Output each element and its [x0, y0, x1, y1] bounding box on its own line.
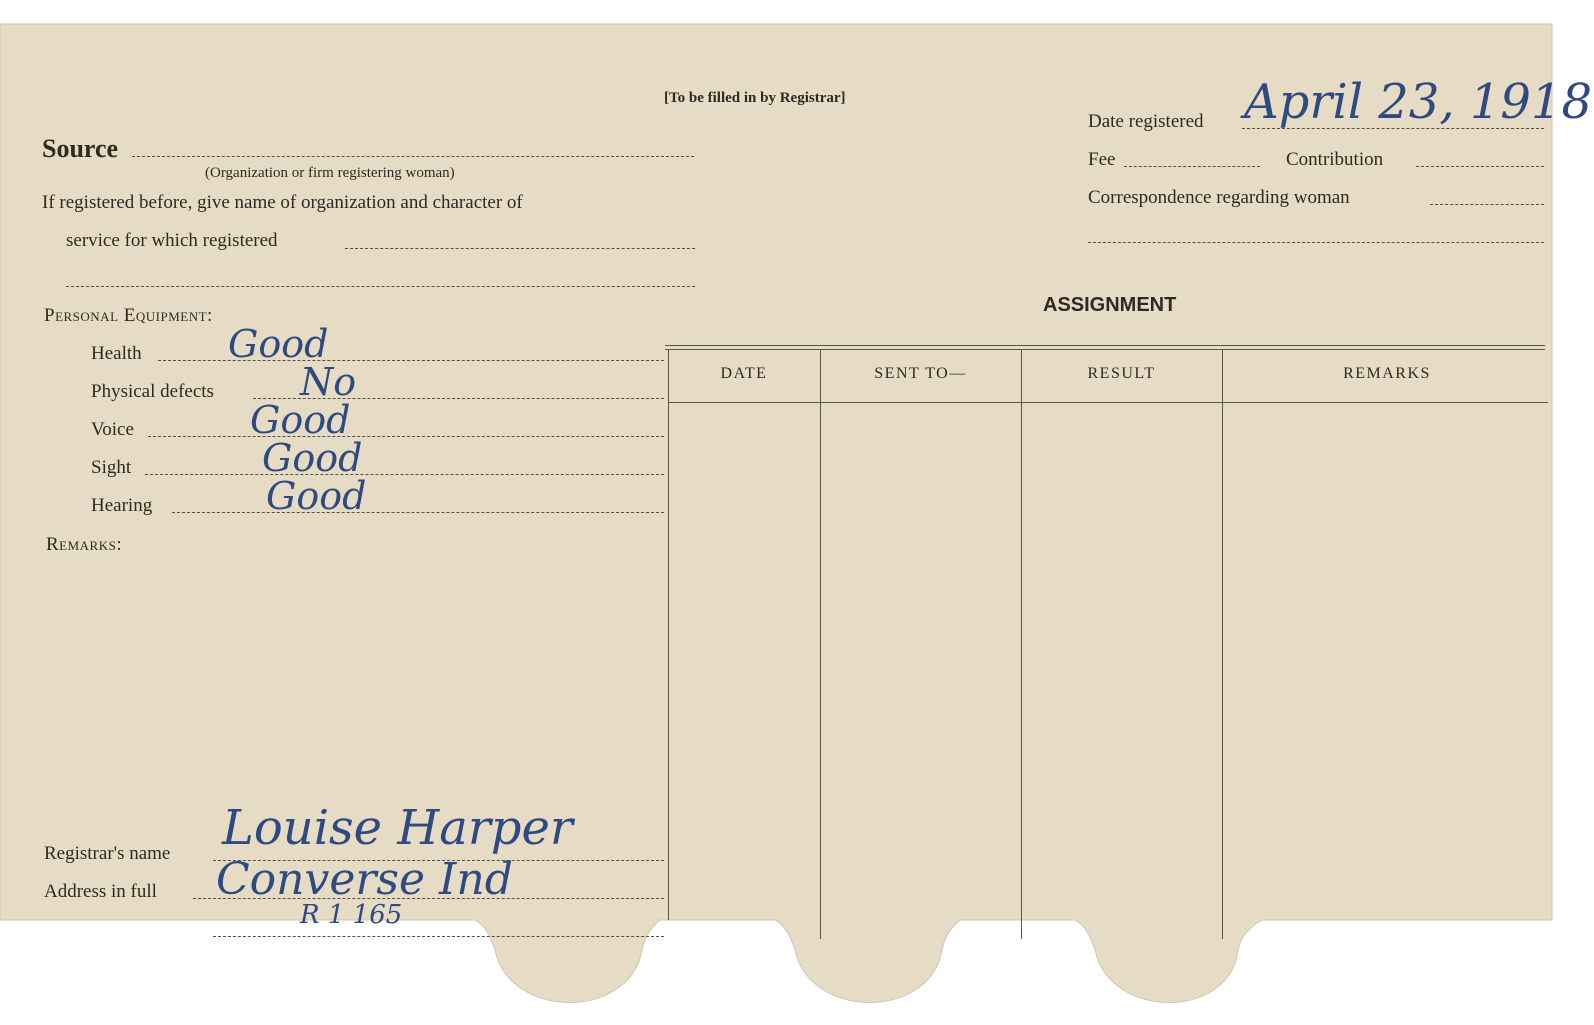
sight-label: Sight [91, 457, 132, 478]
contribution-line [1416, 166, 1544, 167]
address-value: Converse Ind [216, 854, 513, 905]
hearing-line [172, 512, 664, 513]
table-divider-2 [1021, 349, 1022, 939]
registered-before-line2: service for which registered [66, 230, 278, 251]
registrar-name-label: Registrar's name [44, 843, 171, 864]
health-label: Health [91, 343, 142, 364]
personal-equipment-label: Personal Equipment: [44, 305, 213, 326]
registered-before-line [345, 248, 695, 249]
voice-line [148, 436, 664, 437]
col-header-sent-to: SENT TO— [874, 365, 967, 382]
registered-before-line-extra [66, 286, 695, 287]
address-value-2: R 1 165 [300, 900, 403, 930]
fee-label: Fee [1088, 149, 1116, 170]
table-divider-1 [820, 349, 821, 939]
source-line [132, 156, 694, 157]
date-registered-label: Date registered [1088, 111, 1204, 132]
correspondence-line-2 [1088, 242, 1544, 243]
hearing-label: Hearing [91, 495, 153, 516]
col-header-date: DATE [720, 365, 768, 382]
sight-value: Good [262, 436, 363, 480]
source-caption: (Organization or firm registering woman) [205, 165, 455, 181]
health-value: Good [228, 322, 329, 366]
table-divider-3 [1222, 349, 1223, 939]
address-label: Address in full [44, 881, 157, 902]
voice-label: Voice [91, 419, 134, 440]
fee-line [1124, 166, 1260, 167]
table-header-rule [668, 402, 1548, 403]
correspondence-line [1430, 204, 1544, 205]
assignment-title: ASSIGNMENT [1043, 294, 1177, 316]
table-top-rule-2 [665, 349, 1545, 350]
col-header-remarks: REMARKS [1343, 365, 1431, 382]
contribution-label: Contribution [1286, 149, 1384, 170]
hearing-value: Good [266, 474, 367, 518]
address-line-2 [213, 936, 664, 937]
physical-defects-value: No [300, 360, 357, 404]
table-top-rule [665, 345, 1545, 346]
correspondence-label: Correspondence regarding woman [1088, 187, 1350, 208]
physical-defects-label: Physical defects [91, 381, 214, 402]
registered-before-line1: If registered before, give name of organization and character of [42, 192, 523, 213]
registrar-name-value: Louise Harper [222, 800, 573, 856]
col-header-result: RESULT [1087, 365, 1156, 382]
date-registered-value: April 23, 1918 [1244, 74, 1593, 130]
voice-value: Good [250, 398, 351, 442]
table-left-border [668, 349, 669, 920]
remarks-label: Remarks: [46, 534, 123, 555]
registrar-note: [To be filled in by Registrar] [664, 90, 846, 106]
source-label: Source [42, 134, 119, 163]
sight-line [145, 474, 664, 475]
